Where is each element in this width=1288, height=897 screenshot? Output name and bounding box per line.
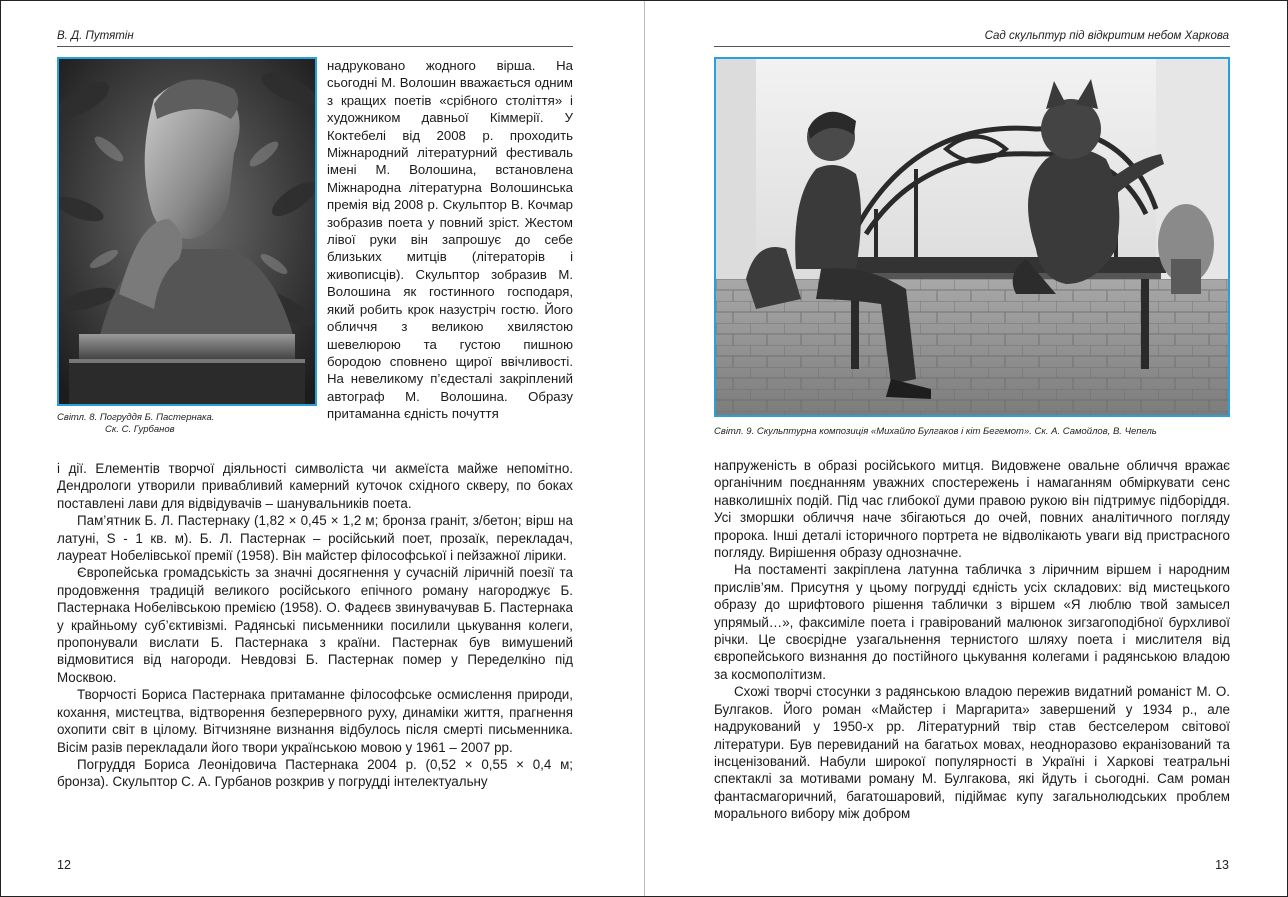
right-page-number: 13 — [1215, 858, 1229, 872]
side-column-text: надруковано жодного вірша. На сьогодні М. Волошин вважається одним з кращих поетів «срібного століття» і художником давньої Кіммерії. У Коктебелі від 2008 р. проходить Міжнародний літературний фестиваль імені М. Волошина, встановлена Міжнародна літературна Волошинська премія від 2008 р. Скульптор В. Кочмар зобразив поета у повний зріст. Жестом лівої руки він запрошує до себе близьких митців (літераторів і живописців). Скульптор зобразив М. Волошина як гостинного господаря, який робить крок назустріч гостю. Його обличчя з великою хвилястою шевелюрою та густою пишною бородою сповнено щирої ввічливості. На невеликому п’єдесталі закріплений автограф М. Волошина. Образу притаманна єдність почуття — [327, 58, 573, 422]
left-paragraph-2: Пам’ятник Б. Л. Пастернаку (1,82 × 0,45 × 1,2 м; бронза граніт, з/бетон; вірш на латуні, S - 1 кв. м). Б. Л. Пастернак – російський поет, прозаїк, перекладач, лауреат Нобелівської премії (1958). Він майстер філософської і пейзажної лірики. — [57, 513, 573, 564]
figure-8-caption — [57, 412, 317, 436]
bulgakov-behemoth-photo — [714, 57, 1230, 417]
page-gutter — [644, 1, 645, 896]
right-paragraph-3: Схожі творчі стосунки з радянською владою пережив видатний романіст М. О. Булгаков. Його роман «Майстер і Маргарита» завершений у 1934 р., але надрукований у 1950-х рр. Літературний твір став бестселером світової літератури. Був перевиданий на багатьох мовах, неодноразово екранізований та інсценізований. Набули широкої популярності в Україні і Харкові театральні спектаклі за мотивами роману М. Булгакова, які йдуть і сьогодні. Сам роман фантасмагоричний, багатошаровий, підіймає купу загальнолюдських проблем морального вибору між добром — [714, 684, 1230, 822]
left-paragraph-4: Творчості Бориса Пастернака притаманне філософське осмислення природи, кохання, мистецтва, відтворення безперервного руху, динаміки життя, прагнення охопити світ в цілому. Вітчизняне визнання відбулось після смерті письменника. Вісім разів перекладали його твори українською мовою у 1961 – 2007 рр. — [57, 687, 573, 755]
right-paragraph-1: напруженість в образі російського митця. Видовжене овальне обличчя вражає органічним поєднанням уважних спостережень і намаганням обміркувати сенс навколишніх подій. Під час глибокої думи правою рукою він підтримує підборіддя. Усі зморшки обличчя наче збігаються до очей, повних аналітичного погляду пророка. Інші деталі історичного портрета не відволікають уваги від пристрасного погляду. Вирішення образу однозначне. — [714, 458, 1230, 561]
pasternak-bust-photo — [57, 57, 317, 406]
pasternak-bust-illustration — [59, 59, 315, 404]
left-paragraph-5: Погруддя Бориса Леонідовича Пастернака 2004 р. (0,52 × 0,55 × 0,4 м; бронза). Скульптор С. А. Гурбанов розкрив у погрудді інтелектуальну — [57, 756, 573, 790]
figure-9-caption: Світл. 9. Скульптурна композиція «Михайло Булгаков і кіт Бегемот». Ск. А. Самойлов, В. Чепель — [714, 426, 1157, 437]
left-paragraph-3: Європейська громадськість за значні досягнення у сучасній ліричній поезії та продовження традицій великого російського епічного роману нагороджує Б. Пастернака Нобелівською премією (1958). О. Фадеєв звинувачував Б. Пастернака у крайньому суб’єктивізмі. Радянські письменники посилили цькування колеги, пропонували вислати Б. Пастернака з країни. Пастернак був вимушений відмовитися від нагороди. Невдовзі Б. Пастернак помер у Переделкіно під Москвою. — [57, 565, 573, 685]
left-body-text — [57, 460, 573, 791]
right-body-text — [714, 457, 1230, 823]
left-page-number: 12 — [57, 858, 71, 872]
right-header-rule — [714, 46, 1230, 47]
left-running-head: В. Д. Путятін — [57, 30, 134, 42]
left-side-column — [327, 57, 573, 423]
figure-8-caption-line-2: Ск. С. Гурбанов — [105, 424, 175, 435]
left-paragraph-1: і дії. Елементів творчої діяльності символіста чи акмеїста майже непомітно. Дендрологи утворили привабливий камерний куточок східного скверу, по боках поставлені лави для відвідувачів – шанувальників поета. — [57, 461, 573, 511]
figure-8-caption-line-1: Світл. 8. Погруддя Б. Пастернака. — [57, 412, 215, 423]
bulgakov-behemoth-illustration — [716, 59, 1228, 415]
right-paragraph-2: На постаменті закріплена латунна табличка з ліричним віршем і народним прислів’ям. Присутня у цьому погрудді єдність усіх складових: від мистецького образу до шрифтового рішення таблички з віршем «Я люблю твой замысел упрямый…», факсиміле поета і гравірований малюнок зигзагоподібної бурхливої річки. Це своєрідне узагальнення тернистого шляху поета і мислителя від європейського визнання до постійного цькування колегами і радянською владою за космополітизм. — [714, 562, 1230, 682]
left-header-rule — [57, 46, 573, 47]
right-running-head: Сад скульптур під відкритим небом Харкова — [984, 30, 1229, 42]
